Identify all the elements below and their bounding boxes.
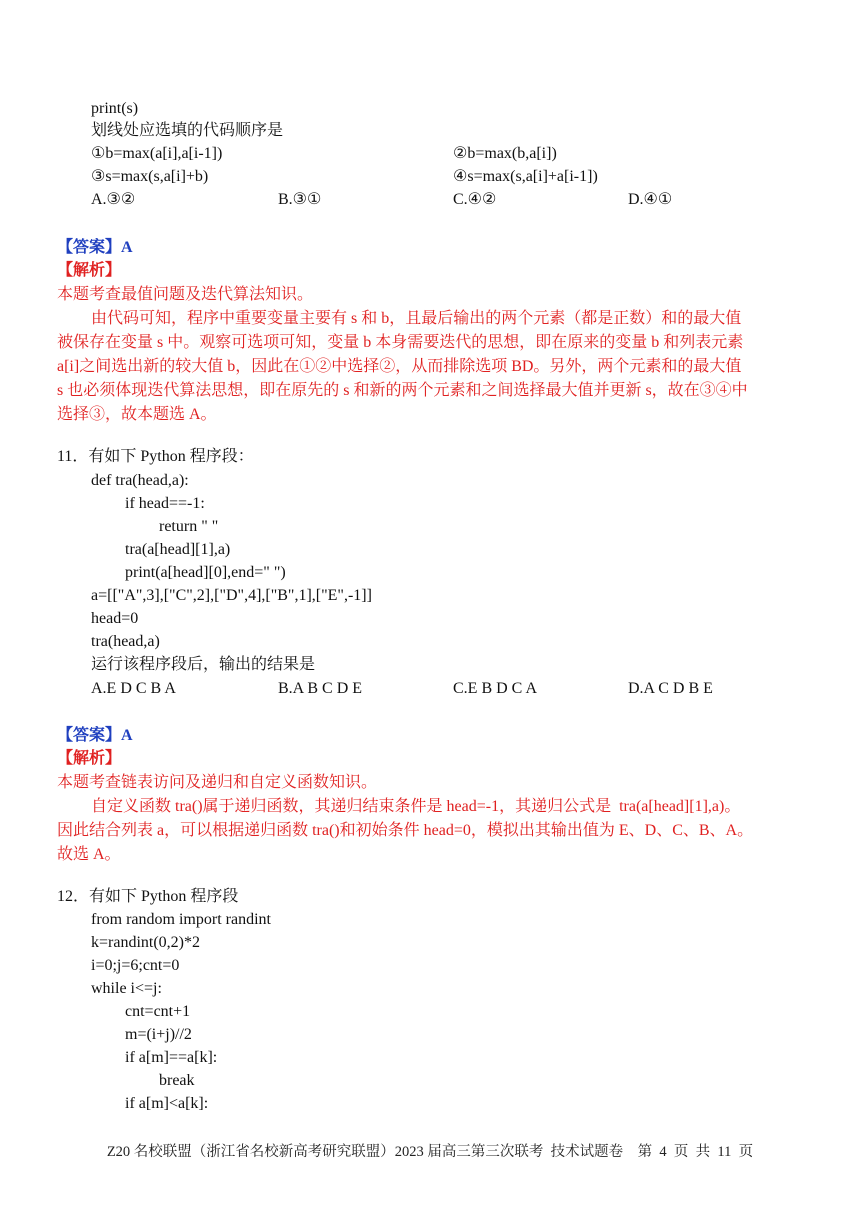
choice-a: A.E D C B A	[91, 680, 176, 697]
analysis-label: 【解析】	[57, 750, 122, 767]
code-line: if a[m]<a[k]:	[125, 1095, 209, 1112]
analysis-line: a[i]之间选出新的较大值 b，因此在①②中选择②，从而排除选项 BD。另外，两个元素和的最大值	[57, 358, 742, 375]
analysis-line: 被保存在变量 s 中。观察可选项可知，变量 b 本身需要迭代的思想，即在原来的变量 b 和列表元素	[57, 334, 744, 351]
analysis-line: s 也必须体现迭代算法思想，即在原先的 s 和新的两个元素和之间选择最大值并更新 s，故在③④中	[57, 382, 748, 399]
analysis-line: 自定义函数 tra()属于递归函数，其递归结束条件是 head=-1，其递归公式是 tra(a[head][1],a)。	[91, 798, 741, 815]
code-line: return " "	[159, 518, 219, 535]
code-line: i=0;j=6;cnt=0	[91, 957, 180, 974]
code-line: break	[159, 1072, 195, 1089]
question-stem: 11．有如下 Python 程序段：	[57, 448, 254, 465]
choice-b: B.③①	[278, 191, 322, 208]
code-option-2: ②b=max(b,a[i])	[453, 145, 557, 162]
choice-b: B.A B C D E	[278, 680, 363, 697]
code-line: k=randint(0,2)*2	[91, 934, 200, 951]
code-line: if head==-1:	[125, 495, 205, 512]
answer-label: 【答案】A	[57, 727, 133, 744]
code-line: tra(head,a)	[91, 633, 160, 650]
choice-c: C.④②	[453, 191, 497, 208]
analysis-line: 因此结合列表 a，可以根据递归函数 tra()和初始条件 head=0，模拟出其输出值为 E、D、C、B、A。	[57, 822, 754, 839]
choice-c: C.E B D C A	[453, 680, 538, 697]
code-option-1: ①b=max(a[i],a[i-1])	[91, 145, 223, 162]
code-line: while i<=j:	[91, 980, 162, 997]
code-line: print(s)	[91, 100, 139, 117]
analysis-line: 本题考查最值问题及迭代算法知识。	[57, 286, 314, 303]
question-prompt: 运行该程序段后，输出的结果是	[91, 656, 316, 673]
code-option-4: ④s=max(s,a[i]+a[i-1])	[453, 168, 598, 185]
code-line: head=0	[91, 610, 139, 627]
page-footer: Z20 名校联盟（浙江省名校新高考研究联盟）2023 届高三第三次联考 技术试题卷 第 4 页 共 11 页	[106, 1144, 754, 1160]
code-line: def tra(head,a):	[91, 472, 189, 489]
analysis-label: 【解析】	[57, 262, 122, 279]
choice-a: A.③②	[91, 191, 136, 208]
code-line: print(a[head][0],end=" ")	[125, 564, 286, 581]
analysis-line: 选择③，故本题选 A。	[57, 406, 217, 423]
code-line: m=(i+j)//2	[125, 1026, 192, 1043]
question-prompt: 划线处应选填的代码顺序是	[91, 122, 284, 139]
code-option-3: ③s=max(s,a[i]+b)	[91, 168, 209, 185]
code-line: cnt=cnt+1	[125, 1003, 191, 1020]
analysis-line: 故选 A。	[57, 846, 121, 863]
code-line: if a[m]==a[k]:	[125, 1049, 218, 1066]
choice-d: D.④①	[628, 191, 673, 208]
question-stem: 12．有如下 Python 程序段	[57, 888, 239, 905]
analysis-line: 本题考查链表访问及递归和自定义函数知识。	[57, 774, 378, 791]
analysis-line: 由代码可知，程序中重要变量主要有 s 和 b，且最后输出的两个元素（都是正数）和的最大值	[91, 310, 742, 327]
code-line: a=[["A",3],["C",2],["D",4],["B",1],["E",-1]]	[91, 587, 372, 604]
code-line: tra(a[head][1],a)	[125, 541, 231, 558]
choice-d: D.A C D B E	[628, 680, 713, 697]
answer-label: 【答案】A	[57, 239, 133, 256]
code-line: from random import randint	[91, 911, 271, 928]
